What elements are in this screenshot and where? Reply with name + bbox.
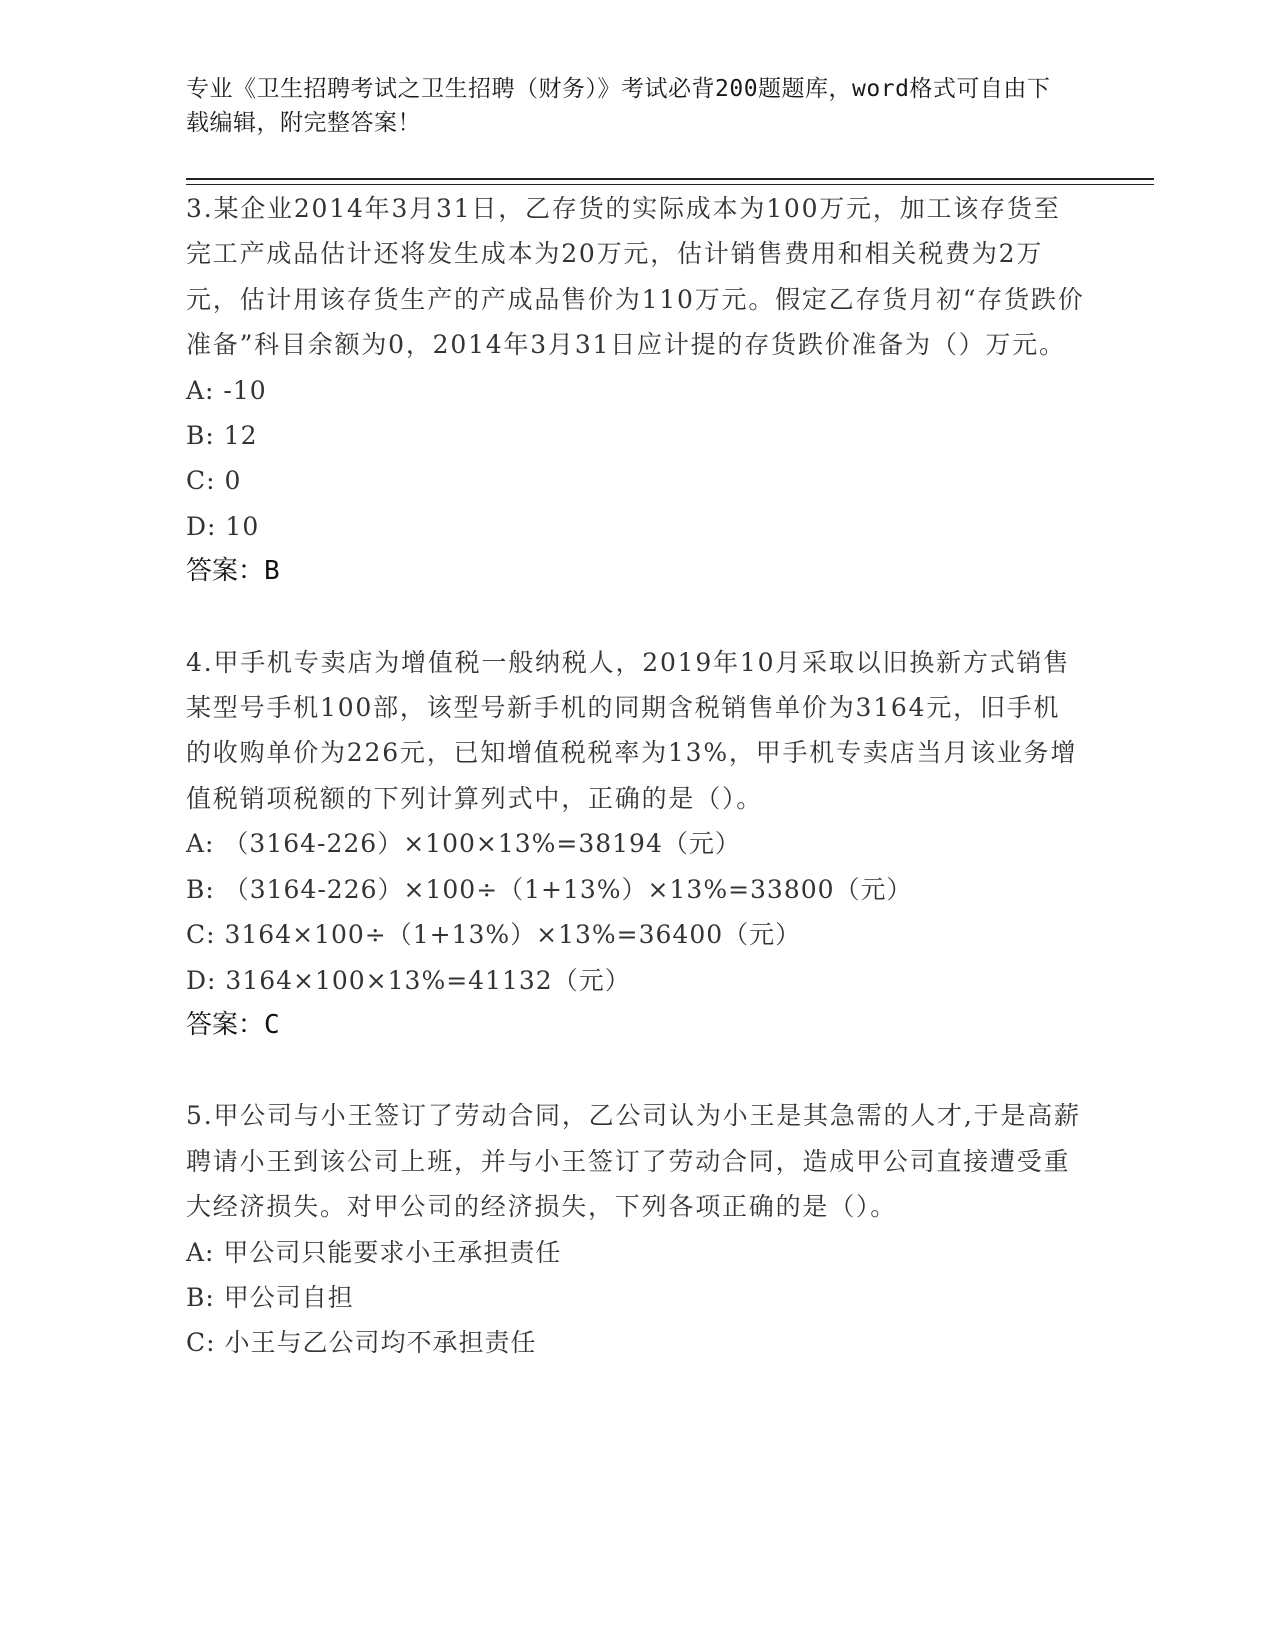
question-spacer — [186, 1048, 1086, 1093]
option-d: D: 10 — [186, 511, 260, 541]
question-stem: 4.甲手机专卖店为增值税一般纳税人，2019年10月采取以旧换新方式销售某型号手机100部，该型号新手机的同期含税销售单价为3164元，旧手机的收购单价为226元，已知增值税税率为13%，甲手机专卖店当月该业务增值税销项税额的下列计算列式中，正确的是（）。 — [186, 647, 1078, 813]
answer-line: 答案：B — [186, 556, 280, 587]
option-b: B: 甲公司自担 — [186, 1282, 354, 1312]
question-stem: 3.某企业2014年3月31日，乙存货的实际成本为100万元，加工该存货至完工产成品估计还将发生成本为20万元，估计销售费用和相关税费为2万元，估计用该存货生产的产成品售价为110万元。假定乙存货月初“存货跌价准备”科目余额为0，2014年3月31日应计提的存货跌价准备为（）万元。 — [186, 194, 1085, 360]
option-d: D: 3164×100×13%=41132（元） — [186, 965, 631, 995]
question-5 — [186, 1093, 1086, 1365]
option-c: C: 3164×100÷（1+13%）×13%=36400（元） — [186, 920, 802, 950]
option-c: C: 0 — [186, 466, 242, 496]
question-spacer — [186, 595, 1086, 640]
option-a: A: （3164-226）×100×13%=38194（元） — [186, 829, 741, 859]
answer-line: 答案：C — [186, 1009, 280, 1040]
option-a: A: 甲公司只能要求小王承担责任 — [186, 1237, 562, 1267]
question-list — [186, 186, 1086, 1366]
option-b: B: 12 — [186, 421, 258, 451]
header-divider-thick — [186, 178, 1154, 180]
question-4 — [186, 640, 1086, 1049]
header-divider-thin — [186, 184, 1154, 185]
question-stem: 5.甲公司与小王签订了劳动合同，乙公司认为小王是其急需的人才,于是高薪聘请小王到该公司上班，并与小王签订了劳动合同，造成甲公司直接遭受重大经济损失。对甲公司的经济损失，下列各项正确的是（）。 — [186, 1101, 1081, 1222]
document-header: 专业《卫生招聘考试之卫生招聘（财务）》考试必背200题题库，word格式可自由下载编辑，附完整答案！ — [186, 76, 1051, 136]
option-c: C: 小王与乙公司均不承担责任 — [186, 1328, 537, 1358]
option-b: B: （3164-226）×100÷（1+13%）×13%=33800（元） — [186, 874, 913, 904]
option-a: A: -10 — [186, 375, 267, 405]
question-3 — [186, 186, 1086, 595]
